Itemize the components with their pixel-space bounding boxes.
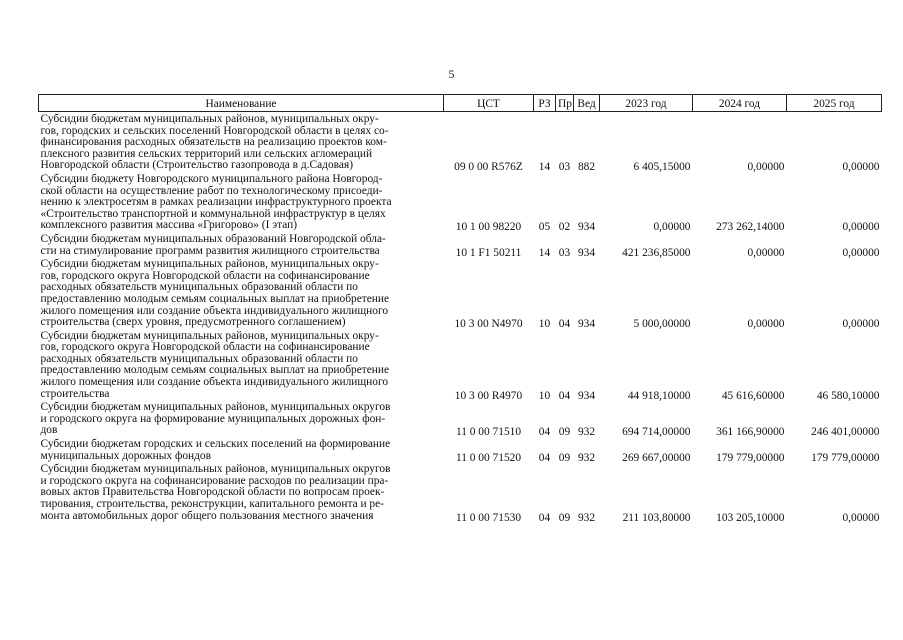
table-row (39, 234, 882, 259)
header-rz: РЗ (534, 95, 556, 112)
row-ved: 934 (577, 389, 596, 402)
row-name-line: ской области на осуществление работ по технологическому присоеди- (40, 184, 383, 197)
row-2024-value: 0,00000 (747, 161, 785, 174)
row-name-line: тирования, строительства, реконструкции, капитального ремонта и ре- (40, 498, 384, 510)
row-2023-value: 211 103,80000 (622, 511, 691, 524)
row-name-line: сти на стимулирование программ развития жилищного строительства (40, 244, 380, 257)
row-name-line: жилого помещения или создание объекта индивидуального жилищного (40, 304, 389, 317)
row-name-line: и городского округа на софинансирование расходов по реализации пра- (40, 474, 389, 487)
row-name-line: гов, городского округа Новгородской области на софинансирование (40, 269, 370, 282)
page-number: 5 (448, 67, 455, 81)
row-pr: 03 (558, 246, 571, 259)
row-pr: 03 (558, 161, 571, 174)
row-name-line: плексного развития сельских территорий или сельских агломераций (40, 147, 373, 160)
row-rz: 14 (538, 246, 551, 259)
row-name-line: Субсидии бюджетам муниципальных образований Новгородской обла- (40, 232, 386, 245)
row-2024-value: 361 166,90000 (716, 426, 785, 439)
table-row (39, 439, 882, 464)
row-2023-value: 44 918,10000 (627, 389, 691, 402)
table-header-row (39, 95, 882, 112)
row-2025-value: 179 779,00000 (811, 451, 880, 464)
row-name-line: расходных обязательств муниципальных образований области по (40, 281, 358, 294)
table-row (39, 259, 882, 331)
row-2023-value: 269 667,00000 (622, 451, 691, 464)
header-name: Наименование (39, 95, 444, 112)
row-name (39, 331, 444, 403)
row-name-line: строительства (сверх уровня, предусмотренного соглашением) (40, 316, 346, 329)
header-2024: 2024 год (693, 95, 787, 112)
row-name-line: финансирования расходных обязательств на реализацию проектов ком- (40, 136, 387, 149)
row-name (39, 402, 444, 439)
row-2023-value: 5 000,00000 (633, 318, 691, 331)
row-cst: 10 3 00 N4970 (454, 318, 523, 331)
row-name-line: Субсидии бюджетам муниципальных районов, муниципальных окру- (40, 258, 379, 271)
row-rz: 04 (538, 511, 551, 524)
row-name-line: расходных обязательств муниципальных образований области по (40, 352, 358, 365)
row-name-line: предоставлению молодым семьям социальных выплат на приобретение (40, 292, 390, 305)
row-ved: 934 (577, 318, 596, 331)
row-2024-value: 0,00000 (747, 246, 785, 259)
row-name-line: Субсидии бюджетам муниципальных районов, муниципальных окру- (40, 113, 379, 125)
table-body (39, 112, 882, 525)
row-name (39, 174, 444, 234)
row-pr: 09 (558, 451, 571, 464)
row-2025-value: 0,00000 (842, 511, 880, 524)
row-name (39, 464, 444, 524)
header-2023: 2023 год (600, 95, 693, 112)
row-ved: 932 (577, 426, 596, 439)
header-pr: Пр (556, 95, 574, 112)
row-2023-value: 6 405,15000 (633, 161, 691, 174)
table-row (39, 402, 882, 439)
row-2023-value: 694 714,00000 (622, 426, 691, 439)
row-2025-value: 0,00000 (842, 161, 880, 174)
row-cst: 09 0 00 R576Z (454, 161, 523, 174)
row-rz: 04 (538, 451, 551, 464)
row-name-line: строительства (40, 387, 110, 400)
row-2024-value: 103 205,10000 (716, 511, 785, 524)
row-name-line: комплексного развития массива «Григорово» (I этап) (40, 219, 298, 232)
row-name-line: предоставлению молодым семьям социальных выплат на приобретение (40, 364, 390, 377)
row-ved: 932 (577, 511, 596, 524)
table-row (39, 174, 882, 234)
row-2024-value: 0,00000 (747, 318, 785, 331)
row-2025-value: 0,00000 (842, 221, 880, 234)
row-name (39, 112, 444, 174)
row-rz: 10 (538, 318, 551, 331)
row-name-line: гов, городского округа Новгородской области на софинансирование (40, 341, 370, 354)
row-pr: 02 (558, 221, 571, 234)
row-cst: 10 1 00 98220 (455, 221, 522, 234)
row-ved: 882 (577, 161, 596, 174)
row-name (39, 234, 444, 259)
row-name-line: муниципальных дорожных фондов (40, 449, 212, 462)
row-name (39, 259, 444, 331)
row-2024-value: 179 779,00000 (716, 451, 785, 464)
row-name-line: Субсидии бюджетам муниципальных районов, муниципальных округов (40, 401, 391, 414)
row-ved: 934 (577, 221, 596, 234)
row-name-line: Субсидии бюджетам муниципальных районов, муниципальных округов (40, 463, 391, 476)
row-name-line: жилого помещения или создание объекта индивидуального жилищного (40, 376, 389, 389)
row-2024-value: 273 262,14000 (716, 221, 785, 234)
header-cst: ЦСТ (444, 95, 534, 112)
row-2025-value: 246 401,00000 (811, 426, 880, 439)
row-2023-value: 421 236,85000 (622, 246, 691, 259)
row-name-line: и городского округа на формирование муниципальных дорожных фон- (40, 412, 386, 425)
row-pr: 09 (558, 426, 571, 439)
budget-table (38, 94, 882, 524)
row-name-line: «Строительство транспортной и коммунальной инфраструктур в целях (40, 207, 386, 220)
row-name-line: монта автомобильных дорог общего пользования местного значения (40, 509, 374, 522)
row-cst: 11 0 00 71520 (455, 451, 522, 464)
row-rz: 14 (538, 161, 551, 174)
row-cst: 11 0 00 71530 (455, 511, 522, 524)
row-name-line: вовых актов Правительства Новгородской области по вопросам проек- (40, 486, 385, 499)
row-2025-value: 46 580,10000 (816, 389, 880, 402)
row-name-line: дов (40, 424, 58, 437)
table-row (39, 464, 882, 524)
row-name-line: нению к электросетям в рамках реализации инфраструктурного проекта (40, 196, 392, 209)
row-name-line: гов, городских и сельских поселений Новгородской области в целях со- (40, 124, 389, 137)
row-pr: 09 (558, 511, 571, 524)
row-name (39, 439, 444, 464)
row-pr: 04 (558, 318, 571, 331)
table-row (39, 112, 882, 174)
row-rz: 10 (538, 389, 551, 402)
row-name-line: Субсидии бюджету Новгородского муниципального района Новгород- (40, 172, 383, 185)
row-ved: 934 (577, 246, 596, 259)
header-2025: 2025 год (787, 95, 882, 112)
header-ved: Вед (574, 95, 600, 112)
row-2025-value: 0,00000 (842, 318, 880, 331)
row-2023-value: 0,00000 (653, 221, 691, 234)
row-cst: 11 0 00 71510 (455, 426, 522, 439)
table-row (39, 331, 882, 403)
row-name-line: Субсидии бюджетам городских и сельских поселений на формирование (40, 438, 391, 451)
row-rz: 05 (538, 221, 551, 234)
row-name-line: Новгородской области (Строительство газопровода в д.Садовая) (40, 159, 353, 172)
row-cst: 10 1 F1 50211 (455, 246, 522, 259)
row-name-line: Субсидии бюджетам муниципальных районов, муниципальных окру- (40, 329, 379, 342)
row-2024-value: 45 616,60000 (721, 389, 785, 402)
row-ved: 932 (577, 451, 596, 464)
row-cst: 10 3 00 R4970 (454, 389, 523, 402)
row-pr: 04 (558, 389, 571, 402)
row-rz: 04 (538, 426, 551, 439)
row-2025-value: 0,00000 (842, 246, 880, 259)
